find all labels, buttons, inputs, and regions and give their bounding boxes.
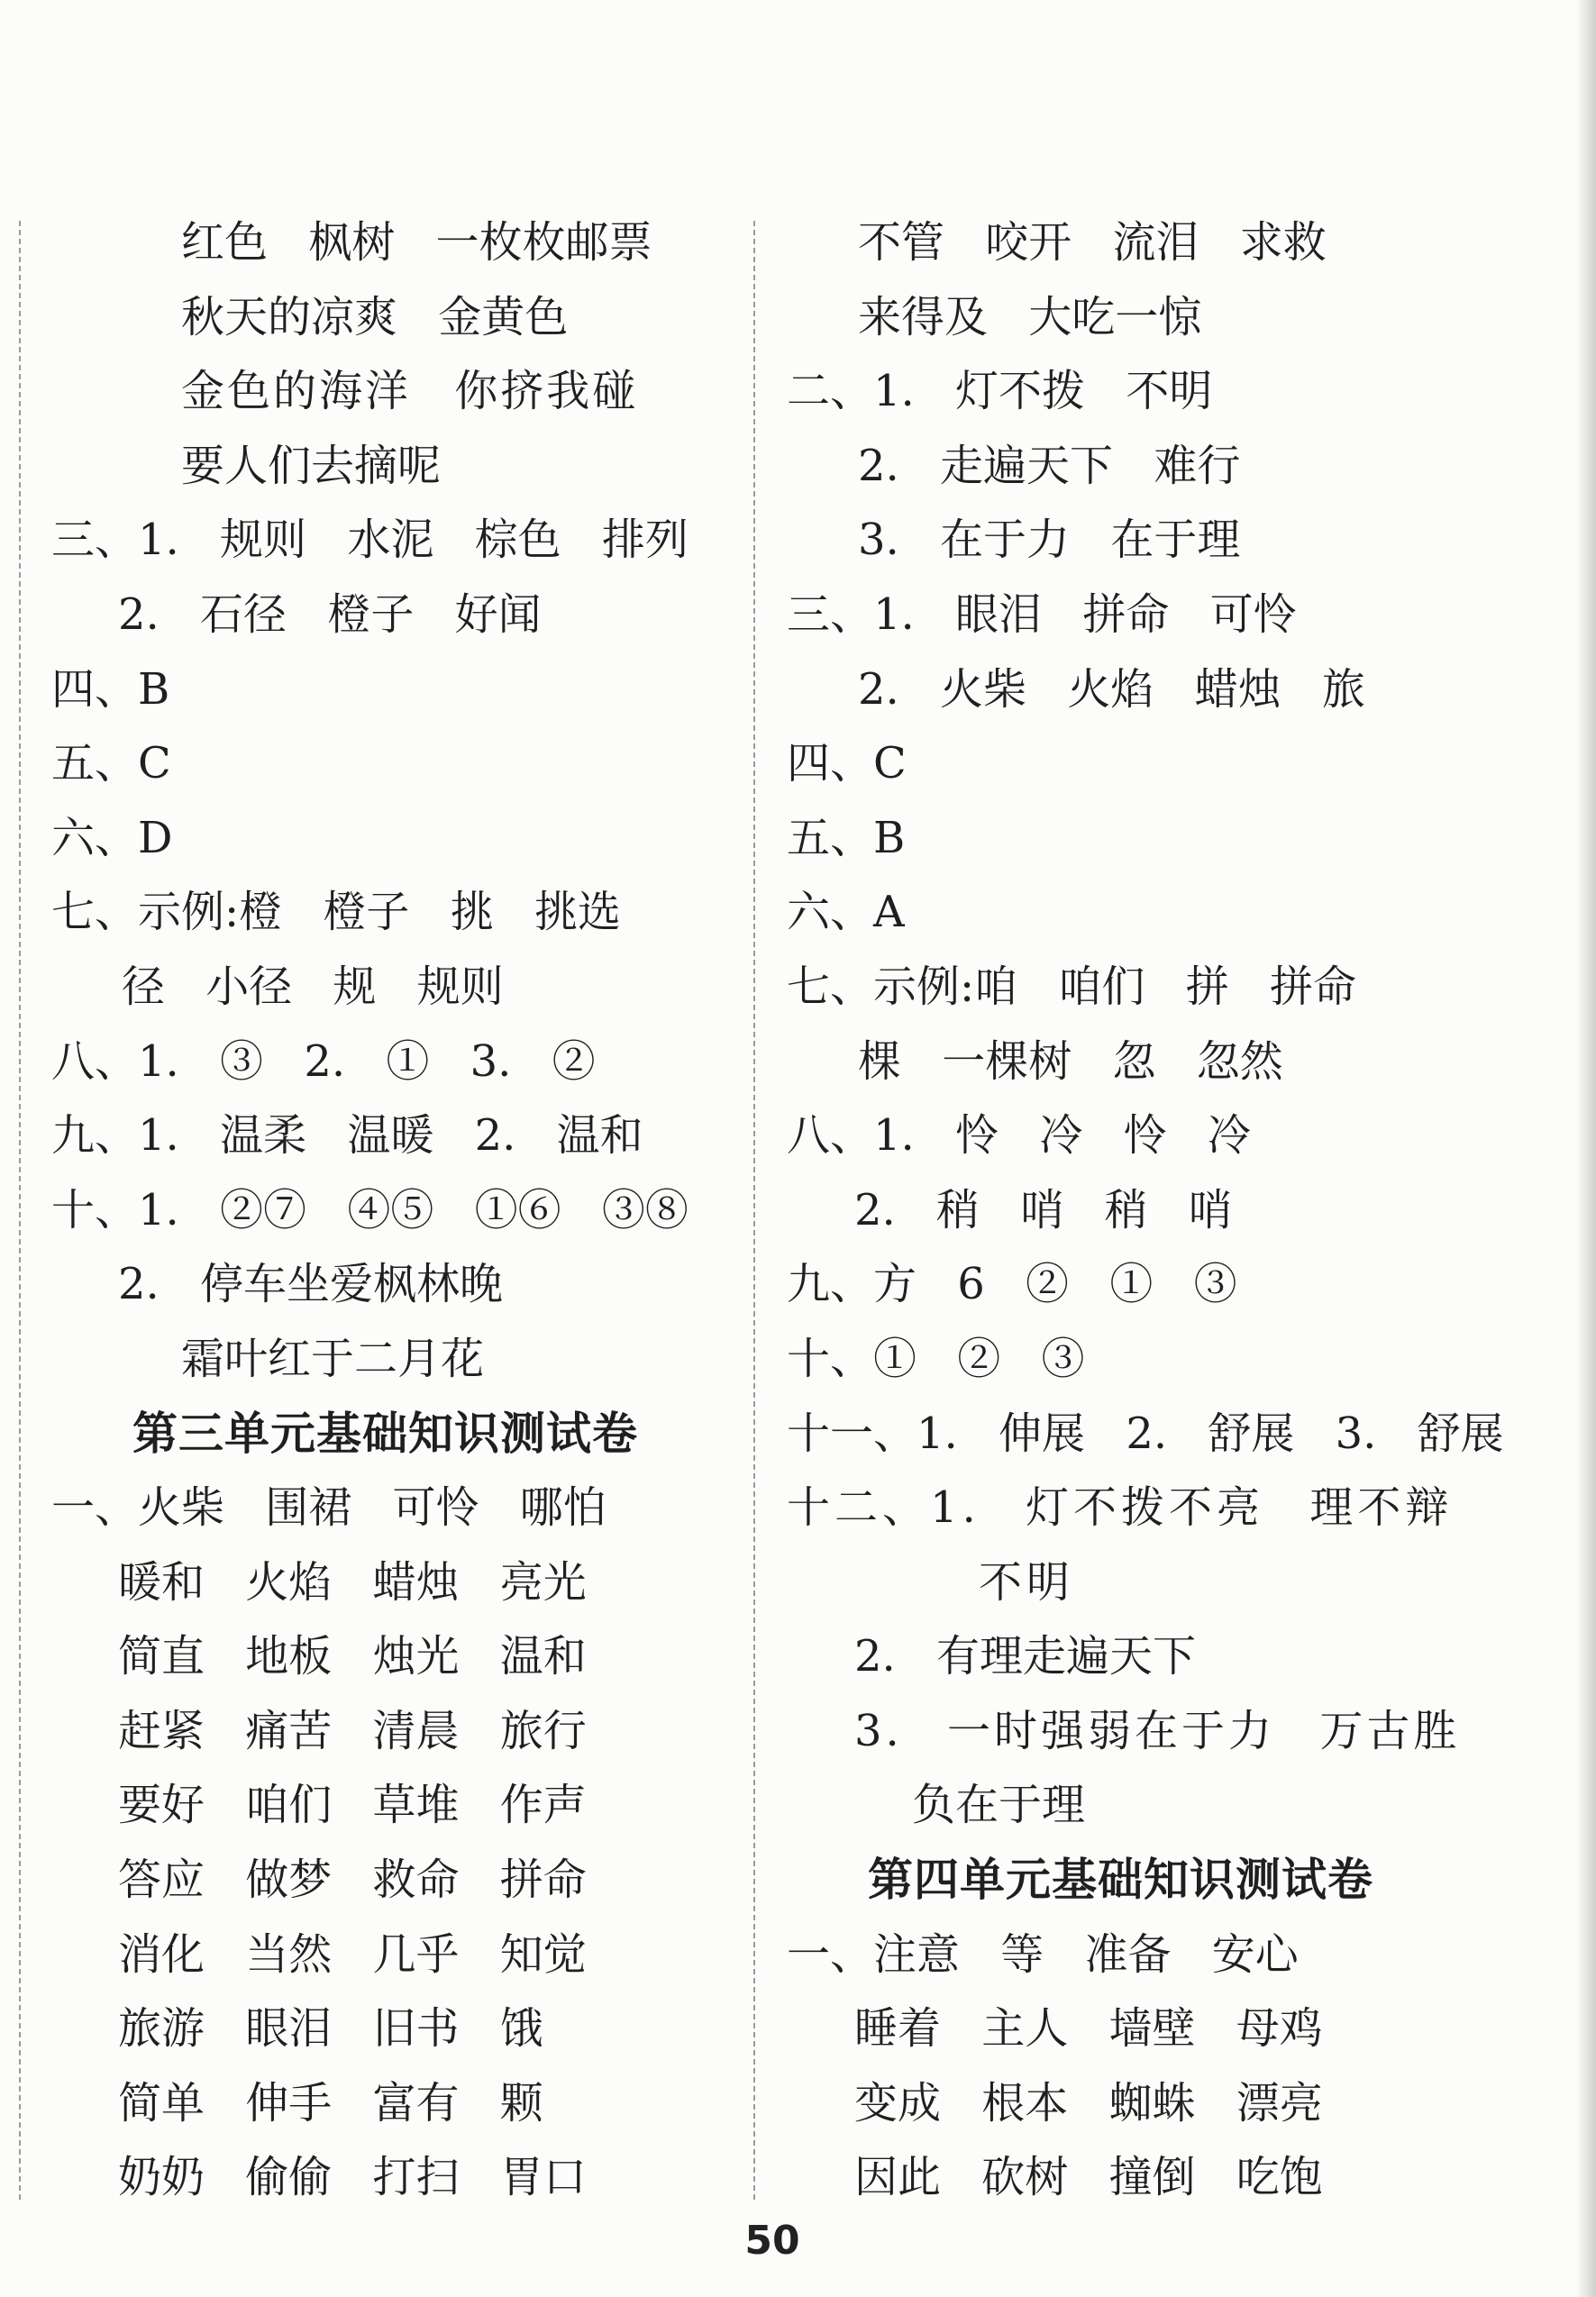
- answer-line: 暖和 火焰 蜡烛 亮光: [118, 1556, 587, 1608]
- answer-line: 红色 枫树 一枚枚邮票: [181, 217, 652, 268]
- answer-line: 简直 地板 烛光 温和: [118, 1631, 587, 1682]
- page-number: 50: [744, 2218, 800, 2264]
- answer-line: 不明: [979, 1556, 1075, 1608]
- section-heading: 第三单元基础知识测试卷: [132, 1407, 638, 1460]
- answer-line: 金色的海洋 你挤我碰: [181, 366, 639, 417]
- answer-line: 因此 砍树 撞倒 吃饱: [854, 2152, 1323, 2203]
- answer-line: 七、示例:橙 橙子 挑 挑选: [51, 887, 621, 938]
- answer-line: 九、1. 温柔 温暖 2. 温和: [51, 1110, 643, 1162]
- right-column: [753, 205, 1582, 2215]
- answer-line: 十二、1. 灯不拨不亮 理不辩: [787, 1482, 1454, 1534]
- answer-line: 棵 一棵树 忽 忽然: [858, 1035, 1283, 1087]
- answer-line: 十、① ② ③: [787, 1333, 1085, 1384]
- answer-line: 三、1. 规则 水泥 棕色 排列: [51, 515, 689, 566]
- answer-line: 五、C: [51, 738, 171, 789]
- answer-line: 2. 石径 橙子 好闻: [118, 588, 542, 640]
- answer-line: 径 小径 规 规则: [122, 961, 504, 1012]
- answer-line: 四、B: [51, 663, 170, 715]
- answer-line: 不管 咬开 流泪 求救: [858, 217, 1327, 268]
- section-heading: 第四单元基础知识测试卷: [868, 1854, 1373, 1907]
- answer-line: 霜叶红于二月花: [181, 1333, 485, 1384]
- answer-line: 要好 咱们 草堆 作声: [118, 1780, 587, 1831]
- answer-line: 3. 一时强弱在于力 万古胜: [854, 1705, 1461, 1756]
- answer-line: 四、C: [787, 738, 907, 789]
- answer-line: 十一、1. 伸展 2. 舒展 3. 舒展: [787, 1408, 1504, 1459]
- answer-line: 旅游 眼泪 旧书 饿: [118, 2003, 543, 2055]
- answer-line: 要人们去摘呢: [181, 440, 442, 491]
- answer-line: 来得及 大吃一惊: [858, 291, 1202, 342]
- answer-line: 一、注意 等 准备 安心: [787, 1928, 1299, 1980]
- answer-line: 2. 有理走遍天下: [854, 1631, 1197, 1682]
- answer-line: 六、D: [51, 812, 173, 863]
- answer-line: 二、1. 灯不拨 不明: [787, 366, 1213, 417]
- answer-line: 秋天的凉爽 金黄色: [181, 291, 569, 342]
- left-column: [0, 205, 753, 2215]
- answer-line: 八、1. ③ 2. ① 3. ②: [51, 1035, 596, 1087]
- answer-line: 2. 停车坐爱枫林晚: [118, 1259, 504, 1310]
- answer-line: 简单 伸手 富有 颗: [118, 2077, 543, 2128]
- answer-line: 三、1. 眼泪 拼命 可怜: [787, 588, 1297, 640]
- answer-line: 一、火柴 围裙 可怜 哪怕: [51, 1482, 606, 1534]
- answer-line: 奶奶 偷偷 打扫 胃口: [118, 2152, 587, 2203]
- answer-line: 七、示例:咱 咱们 拼 拼命: [787, 961, 1356, 1012]
- answer-line: 消化 当然 几乎 知觉: [118, 1928, 587, 1980]
- answer-line: 答应 做梦 救命 拼命: [118, 1855, 587, 1906]
- answer-line: 五、B: [787, 812, 906, 863]
- answer-line: 2. 火柴 火焰 蜡烛 旅: [858, 663, 1365, 715]
- answer-line: 睡着 主人 墙壁 母鸡: [854, 2003, 1323, 2055]
- answer-line: 2. 走遍天下 难行: [858, 440, 1241, 491]
- answer-line: 赶紧 痛苦 清晨 旅行: [118, 1705, 587, 1756]
- answer-line: 负在于理: [912, 1780, 1086, 1831]
- answer-line: 六、A: [787, 887, 905, 938]
- answer-line: 八、1. 怜 冷 怜 冷: [787, 1110, 1251, 1162]
- answer-line: 十、1. ②⑦ ④⑤ ①⑥ ③⑧: [51, 1184, 689, 1235]
- answer-line: 变成 根本 蜘蛛 漂亮: [854, 2077, 1323, 2128]
- answer-line: 九、方 6 ② ① ③: [787, 1259, 1237, 1310]
- answer-line: 2. 稍 哨 稍 哨: [854, 1184, 1232, 1235]
- answer-line: 3. 在于力 在于理: [858, 515, 1241, 566]
